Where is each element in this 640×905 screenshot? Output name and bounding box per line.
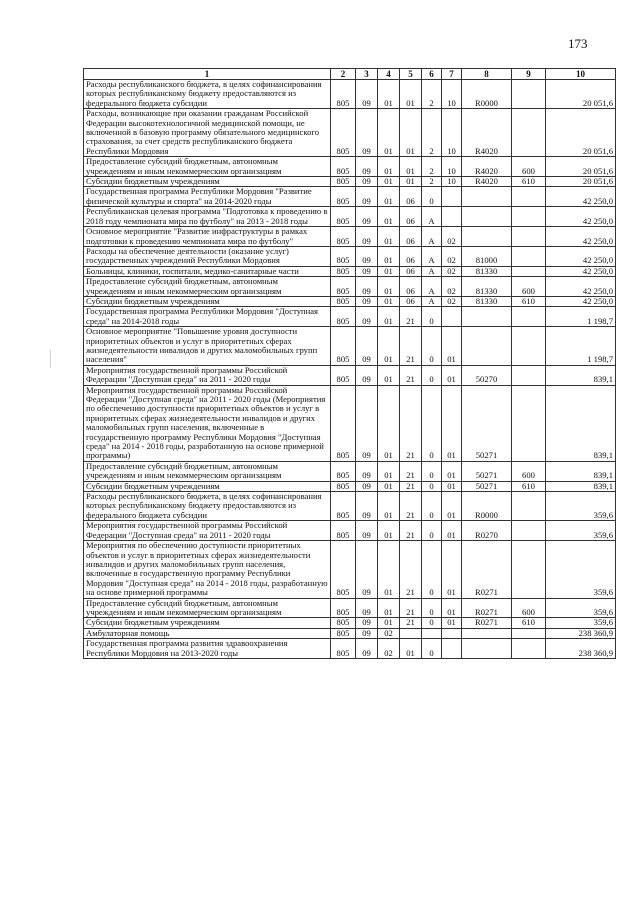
code-section: 09 (356, 296, 378, 306)
code-event: 10 (442, 157, 462, 177)
table-row (84, 327, 616, 366)
code-direction: 50271 (462, 461, 512, 481)
row-name: Расходы, возникающие при оказании гражданам Российской Федерации высокотехнологичной медицинской помощи, не включенной в базовую программу обязательного медицинского страхования, за счет средств республиканского бюджета Республики Мордовия (84, 109, 331, 157)
code-section: 09 (356, 187, 378, 207)
budget-table (83, 68, 616, 659)
row-name: Субсидии бюджетным учреждениям (84, 296, 331, 306)
row-name: Государственная программа Республики Мордовия "Развитие физической культуры и спорта" на 2014-2020 годы (84, 187, 331, 207)
table-row (84, 157, 616, 177)
code-subsection: 01 (378, 521, 400, 541)
code-direction: R0271 (462, 618, 512, 628)
code-subsection: 01 (378, 541, 400, 598)
code-section: 09 (356, 365, 378, 385)
code-event: 01 (442, 521, 462, 541)
code-subprogram: А (422, 246, 442, 266)
code-subsection: 01 (378, 461, 400, 481)
code-subprogram: 0 (422, 461, 442, 481)
amount: 42 250,0 (546, 296, 616, 306)
code-program: 21 (400, 492, 422, 521)
row-name: Субсидии бюджетным учреждениям (84, 481, 331, 491)
table-row (84, 481, 616, 491)
code-program: 06 (400, 266, 422, 276)
table-row (84, 541, 616, 598)
code-subsection: 01 (378, 385, 400, 461)
row-name: Мероприятия по обеспечению доступности приоритетных объектов и услуг в приоритетных сферах жизнедеятельности инвалидов и других маломобильных групп населения, включенные в государственную программу Республики Мордовия "Доступная среда" на 2014 - 2018 годы, разработанную на основе примерной программы (84, 541, 331, 598)
code-event (442, 207, 462, 227)
table-row (84, 492, 616, 521)
code-subsection: 01 (378, 618, 400, 628)
code-program: 21 (400, 365, 422, 385)
code-expense-type (512, 639, 546, 659)
code-event: 01 (442, 598, 462, 618)
code-grbs: 805 (331, 598, 356, 618)
code-direction: 50271 (462, 481, 512, 491)
code-subprogram: 0 (422, 541, 442, 598)
code-subprogram: А (422, 296, 442, 306)
code-subprogram: А (422, 266, 442, 276)
code-grbs: 805 (331, 385, 356, 461)
code-direction (462, 227, 512, 247)
header-col-4: 4 (378, 69, 400, 80)
code-section: 09 (356, 541, 378, 598)
code-event: 02 (442, 277, 462, 297)
code-direction (462, 187, 512, 207)
table-row (84, 365, 616, 385)
code-program: 21 (400, 541, 422, 598)
code-subprogram: А (422, 207, 442, 227)
code-program: 01 (400, 109, 422, 157)
code-event: 10 (442, 109, 462, 157)
code-section: 09 (356, 157, 378, 177)
header-col-5: 5 (400, 69, 422, 80)
code-expense-type (512, 227, 546, 247)
table-row (84, 461, 616, 481)
code-event: 10 (442, 80, 462, 109)
code-subsection: 01 (378, 207, 400, 227)
code-event: 02 (442, 296, 462, 306)
header-col-6: 6 (422, 69, 442, 80)
header-col-1: 1 (84, 69, 331, 80)
code-grbs: 805 (331, 177, 356, 187)
code-event: 01 (442, 365, 462, 385)
header-col-10: 10 (546, 69, 616, 80)
row-name: Предоставление субсидий бюджетным, автономным учреждениям и иным некоммерческим организациям (84, 277, 331, 297)
code-grbs: 805 (331, 541, 356, 598)
code-section: 09 (356, 461, 378, 481)
row-name: Расходы республиканского бюджета, в целях софинансирования которых республиканскому бюджету предоставляются из федерального бюджета субсидии (84, 492, 331, 521)
code-expense-type (512, 109, 546, 157)
row-name: Предоставление субсидий бюджетным, автономным учреждениям и иным некоммерческим организациям (84, 598, 331, 618)
code-expense-type (512, 492, 546, 521)
row-name: Государственная программа развития здравоохранения Республики Мордовия на 2013-2020 годы (84, 639, 331, 659)
code-event: 01 (442, 385, 462, 461)
table-row (84, 207, 616, 227)
code-grbs: 805 (331, 157, 356, 177)
code-subsection: 01 (378, 227, 400, 247)
code-section: 09 (356, 80, 378, 109)
code-subsection: 01 (378, 327, 400, 366)
amount: 42 250,0 (546, 246, 616, 266)
amount: 20 051,6 (546, 157, 616, 177)
code-program: 06 (400, 227, 422, 247)
code-direction: 81000 (462, 246, 512, 266)
amount: 359,6 (546, 541, 616, 598)
code-subprogram: 0 (422, 521, 442, 541)
code-expense-type: 600 (512, 157, 546, 177)
code-section: 09 (356, 639, 378, 659)
code-grbs: 805 (331, 246, 356, 266)
code-subprogram: 0 (422, 481, 442, 491)
code-grbs: 805 (331, 207, 356, 227)
code-subsection: 01 (378, 80, 400, 109)
code-section: 09 (356, 109, 378, 157)
amount: 42 250,0 (546, 207, 616, 227)
table-row (84, 598, 616, 618)
code-program: 21 (400, 327, 422, 366)
code-expense-type (512, 266, 546, 276)
row-name: Амбулаторная помощь (84, 628, 331, 638)
code-expense-type (512, 385, 546, 461)
code-direction: 81330 (462, 266, 512, 276)
row-name: Предоставление субсидий бюджетным, автономным учреждениям и иным некоммерческим организациям (84, 157, 331, 177)
code-program: 01 (400, 639, 422, 659)
code-grbs: 805 (331, 365, 356, 385)
code-grbs: 805 (331, 628, 356, 638)
code-grbs: 805 (331, 639, 356, 659)
code-section: 09 (356, 327, 378, 366)
code-expense-type (512, 246, 546, 266)
code-expense-type: 600 (512, 277, 546, 297)
code-program: 21 (400, 521, 422, 541)
amount: 238 360,9 (546, 639, 616, 659)
amount: 359,6 (546, 492, 616, 521)
code-expense-type: 610 (512, 177, 546, 187)
code-section: 09 (356, 227, 378, 247)
code-event: 01 (442, 481, 462, 491)
code-direction: R4020 (462, 109, 512, 157)
table-row (84, 227, 616, 247)
code-event: 01 (442, 492, 462, 521)
code-program: 21 (400, 461, 422, 481)
code-subsection: 01 (378, 277, 400, 297)
code-section: 09 (356, 307, 378, 327)
code-program: 21 (400, 598, 422, 618)
code-subsection: 02 (378, 628, 400, 638)
table-row (84, 385, 616, 461)
table-row (84, 266, 616, 276)
code-expense-type: 600 (512, 461, 546, 481)
code-subprogram: 0 (422, 327, 442, 366)
table-row (84, 521, 616, 541)
code-event: 01 (442, 461, 462, 481)
amount: 359,6 (546, 598, 616, 618)
code-expense-type (512, 365, 546, 385)
amount: 359,6 (546, 521, 616, 541)
code-subsection: 01 (378, 481, 400, 491)
code-expense-type (512, 327, 546, 366)
amount: 839,1 (546, 365, 616, 385)
code-subprogram: 0 (422, 187, 442, 207)
code-subprogram: 0 (422, 618, 442, 628)
code-subprogram: 2 (422, 109, 442, 157)
code-grbs: 805 (331, 277, 356, 297)
amount: 839,1 (546, 461, 616, 481)
table-row (84, 639, 616, 659)
code-section: 09 (356, 266, 378, 276)
code-grbs: 805 (331, 521, 356, 541)
amount: 20 051,6 (546, 80, 616, 109)
amount: 42 250,0 (546, 277, 616, 297)
table-row (84, 296, 616, 306)
code-section: 09 (356, 618, 378, 628)
code-subprogram (422, 628, 442, 638)
code-program: 21 (400, 385, 422, 461)
code-subprogram: А (422, 277, 442, 297)
code-subprogram: 0 (422, 385, 442, 461)
code-program: 01 (400, 177, 422, 187)
header-col-2: 2 (331, 69, 356, 80)
code-direction: R4020 (462, 177, 512, 187)
code-subsection: 01 (378, 246, 400, 266)
code-event: 01 (442, 541, 462, 598)
code-section: 09 (356, 177, 378, 187)
code-grbs: 805 (331, 327, 356, 366)
code-event (442, 187, 462, 207)
code-expense-type (512, 541, 546, 598)
code-event (442, 307, 462, 327)
amount: 839,1 (546, 385, 616, 461)
code-subprogram: 2 (422, 80, 442, 109)
header-col-3: 3 (356, 69, 378, 80)
code-direction (462, 639, 512, 659)
code-program (400, 628, 422, 638)
row-name: Субсидии бюджетным учреждениям (84, 618, 331, 628)
code-direction: R0000 (462, 492, 512, 521)
table-row (84, 628, 616, 638)
code-grbs: 805 (331, 227, 356, 247)
code-direction: 81330 (462, 296, 512, 306)
code-event (442, 639, 462, 659)
code-direction: R0000 (462, 80, 512, 109)
code-event: 02 (442, 246, 462, 266)
code-direction: 50270 (462, 365, 512, 385)
code-grbs: 805 (331, 296, 356, 306)
code-subsection: 01 (378, 598, 400, 618)
amount: 20 051,6 (546, 109, 616, 157)
code-event: 01 (442, 618, 462, 628)
code-expense-type: 610 (512, 618, 546, 628)
row-name: Основное мероприятие "Развитие инфраструктуры в рамках подготовки к проведению чемпионата мира по футболу" (84, 227, 331, 247)
code-expense-type (512, 628, 546, 638)
code-expense-type (512, 521, 546, 541)
table-row (84, 177, 616, 187)
code-expense-type: 610 (512, 481, 546, 491)
code-program: 06 (400, 187, 422, 207)
code-program: 06 (400, 277, 422, 297)
table-row (84, 109, 616, 157)
amount: 42 250,0 (546, 227, 616, 247)
code-program: 01 (400, 157, 422, 177)
row-name: Предоставление субсидий бюджетным, автономным учреждениям и иным некоммерческим организациям (84, 461, 331, 481)
row-name: Мероприятия государственной программы Российской Федерации "Доступная среда" на 2011 - 2020 годы (84, 521, 331, 541)
code-section: 09 (356, 492, 378, 521)
row-name: Государственная программа Республики Мордовия "Доступная среда" на 2014-2018 годы (84, 307, 331, 327)
code-subsection: 01 (378, 266, 400, 276)
code-direction (462, 327, 512, 366)
code-program: 21 (400, 481, 422, 491)
code-grbs: 805 (331, 80, 356, 109)
code-program: 06 (400, 207, 422, 227)
code-expense-type (512, 187, 546, 207)
code-program: 21 (400, 618, 422, 628)
code-subprogram: 0 (422, 639, 442, 659)
amount: 42 250,0 (546, 187, 616, 207)
row-name: Субсидии бюджетным учреждениям (84, 177, 331, 187)
code-subsection: 01 (378, 187, 400, 207)
code-direction (462, 307, 512, 327)
code-event: 01 (442, 327, 462, 366)
code-grbs: 805 (331, 307, 356, 327)
code-section: 09 (356, 521, 378, 541)
code-expense-type (512, 80, 546, 109)
header-col-9: 9 (512, 69, 546, 80)
code-grbs: 805 (331, 481, 356, 491)
table-row (84, 187, 616, 207)
header-col-8: 8 (462, 69, 512, 80)
code-event (442, 628, 462, 638)
code-subsection: 01 (378, 109, 400, 157)
code-subprogram: 2 (422, 177, 442, 187)
code-subsection: 01 (378, 157, 400, 177)
code-program: 01 (400, 80, 422, 109)
amount: 839,1 (546, 481, 616, 491)
table-body (84, 80, 616, 659)
code-event: 02 (442, 227, 462, 247)
code-direction: R4020 (462, 157, 512, 177)
code-subsection: 01 (378, 492, 400, 521)
code-subsection: 01 (378, 365, 400, 385)
code-subsection: 01 (378, 307, 400, 327)
code-section: 09 (356, 481, 378, 491)
margin-mark (50, 350, 51, 368)
code-direction: R0271 (462, 598, 512, 618)
code-grbs: 805 (331, 187, 356, 207)
code-event: 10 (442, 177, 462, 187)
code-expense-type: 610 (512, 296, 546, 306)
code-section: 09 (356, 385, 378, 461)
row-name: Мероприятия государственной программы Российской Федерации "Доступная среда" на 2011 - 2020 годы (Мероприятия по обеспечению доступности приоритетных объектов и услуг в приоритетных сферах жизнедеятельности инвалидов и других маломобильных групп населения, включенные в государственную программу Республики Мордовия "Доступная среда" на 2014 - 2018 годы, разработанную на основе примерной программы) (84, 385, 331, 461)
code-direction: 50271 (462, 385, 512, 461)
table-row (84, 246, 616, 266)
code-section: 09 (356, 628, 378, 638)
amount: 359,6 (546, 618, 616, 628)
code-subsection: 01 (378, 177, 400, 187)
code-section: 09 (356, 277, 378, 297)
row-name: Республиканская целевая программа "Подготовка к проведению в 2018 году чемпионата мира по футболу" на 2013 - 2018 годы (84, 207, 331, 227)
code-subprogram: А (422, 227, 442, 247)
code-expense-type (512, 207, 546, 227)
row-name: Мероприятия государственной программы Российской Федерации "Доступная среда" на 2011 - 2020 годы (84, 365, 331, 385)
code-subprogram: 2 (422, 157, 442, 177)
code-subprogram: 0 (422, 307, 442, 327)
code-section: 09 (356, 246, 378, 266)
table-row (84, 277, 616, 297)
header-col-7: 7 (442, 69, 462, 80)
table-row (84, 618, 616, 628)
code-expense-type (512, 307, 546, 327)
code-grbs: 805 (331, 618, 356, 628)
amount: 238 360,9 (546, 628, 616, 638)
table-row (84, 80, 616, 109)
code-section: 09 (356, 598, 378, 618)
code-program: 06 (400, 296, 422, 306)
code-subsection: 02 (378, 639, 400, 659)
code-subsection: 01 (378, 296, 400, 306)
code-subprogram: 0 (422, 492, 442, 521)
row-name: Расходы республиканского бюджета, в целях софинансирования которых республиканскому бюджету предоставляются из федерального бюджета субсидии (84, 80, 331, 109)
table-header-row (84, 69, 616, 80)
code-section: 09 (356, 207, 378, 227)
code-grbs: 805 (331, 461, 356, 481)
code-direction: R0270 (462, 521, 512, 541)
code-subprogram: 0 (422, 365, 442, 385)
code-direction: R0271 (462, 541, 512, 598)
code-expense-type: 600 (512, 598, 546, 618)
amount: 20 051,6 (546, 177, 616, 187)
code-direction (462, 207, 512, 227)
row-name: Больницы, клиники, госпитали, медико-санитарные части (84, 266, 331, 276)
table-row (84, 307, 616, 327)
amount: 1 198,7 (546, 307, 616, 327)
code-program: 21 (400, 307, 422, 327)
code-grbs: 805 (331, 492, 356, 521)
amount: 42 250,0 (546, 266, 616, 276)
code-grbs: 805 (331, 266, 356, 276)
code-direction (462, 628, 512, 638)
code-subprogram: 0 (422, 598, 442, 618)
code-program: 06 (400, 246, 422, 266)
row-name: Расходы на обеспечение деятельности (оказание услуг) государственных учреждений Республики Мордовия (84, 246, 331, 266)
amount: 1 198,7 (546, 327, 616, 366)
page-number: 173 (568, 36, 588, 51)
row-name: Основное мероприятие "Повышение уровня доступности приоритетных объектов и услуг в приоритетных сферах жизнедеятельности инвалидов и других маломобильных групп населения" (84, 327, 331, 366)
code-grbs: 805 (331, 109, 356, 157)
code-event: 02 (442, 266, 462, 276)
code-direction: 81330 (462, 277, 512, 297)
